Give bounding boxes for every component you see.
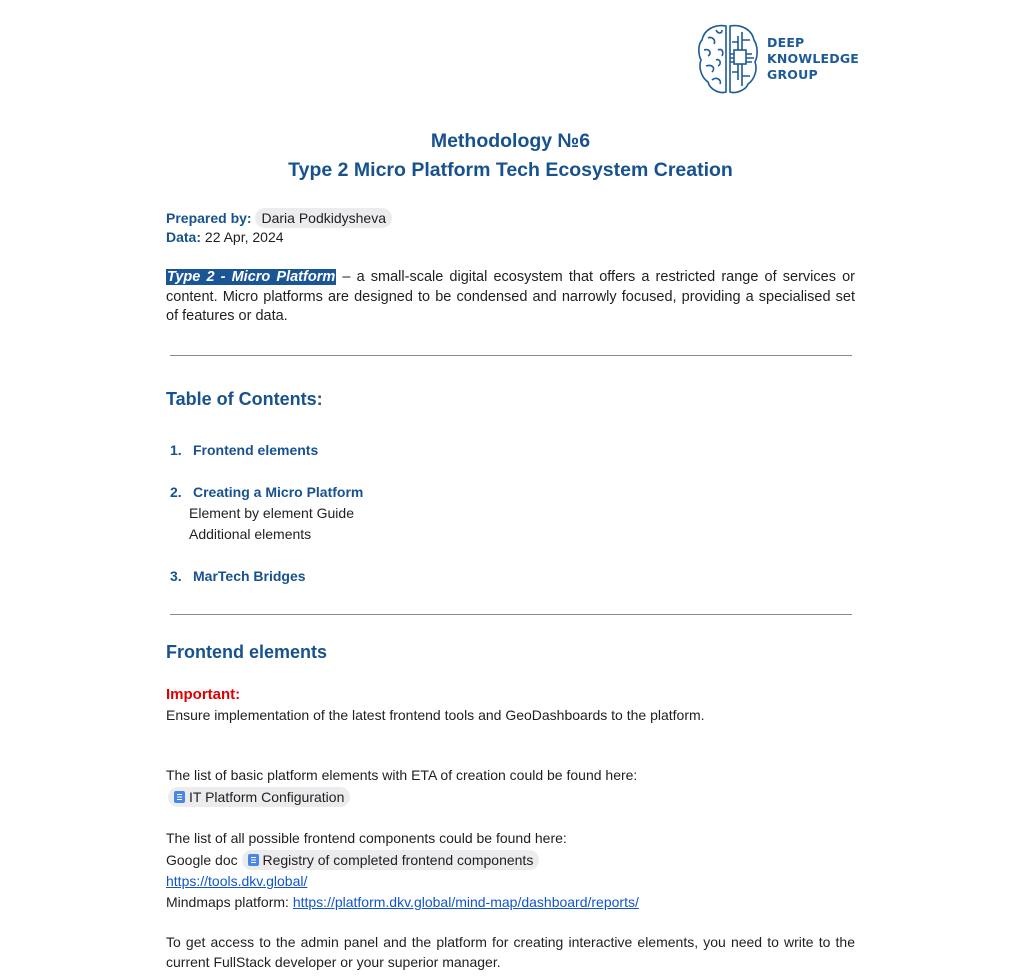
author-chip[interactable]: Daria Podkidysheva: [255, 208, 392, 228]
toc-heading: Table of Contents:: [166, 389, 323, 409]
mindmaps-row: [166, 894, 639, 910]
google-doc-icon: [174, 791, 185, 803]
divider: [170, 614, 852, 615]
tools-link[interactable]: https://tools.dkv.global/: [166, 873, 308, 889]
toc-label[interactable]: MarTech Bridges: [193, 568, 306, 584]
date-value: 22 Apr, 2024: [204, 229, 284, 245]
toc-number: 1.: [170, 442, 182, 458]
toc-number: 2.: [170, 484, 182, 500]
brain-chip-icon: [696, 22, 760, 96]
toc-item-frontend-elements[interactable]: [170, 442, 318, 458]
document-subtitle: Type 2 Micro Platform Tech Ecosystem Creation: [288, 159, 733, 181]
google-doc-label: Google doc: [166, 852, 242, 868]
it-platform-config-row: [168, 787, 350, 807]
logo-wordmark: [767, 35, 859, 83]
intro-paragraph: [166, 268, 855, 327]
toc-label[interactable]: Frontend elements: [193, 442, 319, 458]
logo-line-3: GROUP: [767, 67, 818, 82]
mindmaps-label: Mindmaps platform:: [166, 894, 293, 910]
logo-line-1: DEEP: [767, 35, 805, 50]
basic-list-text: The list of basic platform elements with ETA of creation could be found here:: [166, 767, 638, 783]
toc-number: 3.: [170, 568, 182, 584]
selected-highlight-text[interactable]: Type 2 - Micro Platform: [167, 269, 336, 285]
access-paragraph: To get access to the admin panel and the platform for creating interactive elements, you need to write to the current FullStack developer or your superior manager.: [166, 934, 855, 970]
it-platform-configuration-chip[interactable]: [168, 787, 350, 807]
document-title: Methodology №6: [430, 130, 591, 152]
important-text: Ensure implementation of the latest frontend tools and GeoDashboards to the platform.: [166, 707, 705, 723]
date-label: Data:: [166, 229, 202, 245]
date-row: [166, 229, 284, 245]
logo-line-2: KNOWLEDGE: [767, 51, 860, 66]
frontend-elements-heading: Frontend elements: [166, 642, 328, 662]
toc-label[interactable]: Creating a Micro Platform: [193, 484, 364, 500]
toc-subitem-element-guide: Element by element Guide: [189, 505, 354, 521]
toc-item-martech-bridges[interactable]: [170, 568, 306, 584]
toc-item-creating-micro-platform[interactable]: [170, 484, 363, 500]
deep-knowledge-group-logo: [696, 21, 861, 97]
google-doc-row: [166, 850, 539, 870]
prepared-by: [166, 208, 392, 228]
divider: [170, 355, 852, 356]
mindmaps-link[interactable]: https://platform.dkv.global/mind-map/dashboard/reports/: [292, 894, 639, 910]
intro-text: – a small-scale digital ecosystem that offers a restricted range of services or content. Micro platforms are designed to be condensed and narrowly focused, providing a specialised set of features or data.: [166, 269, 855, 324]
registry-chip[interactable]: [242, 850, 540, 870]
chip-label[interactable]: Registry of completed frontend components: [262, 852, 534, 868]
all-list-text: The list of all possible frontend components could be found here:: [166, 830, 567, 846]
prepared-by-label: Prepared by:: [166, 210, 252, 226]
tools-link-row: [166, 873, 307, 889]
google-doc-icon: [248, 854, 259, 866]
chip-label[interactable]: IT Platform Configuration: [189, 789, 345, 805]
toc-subitem-additional-elements: Additional elements: [189, 526, 312, 542]
important-label: Important:: [166, 686, 241, 703]
